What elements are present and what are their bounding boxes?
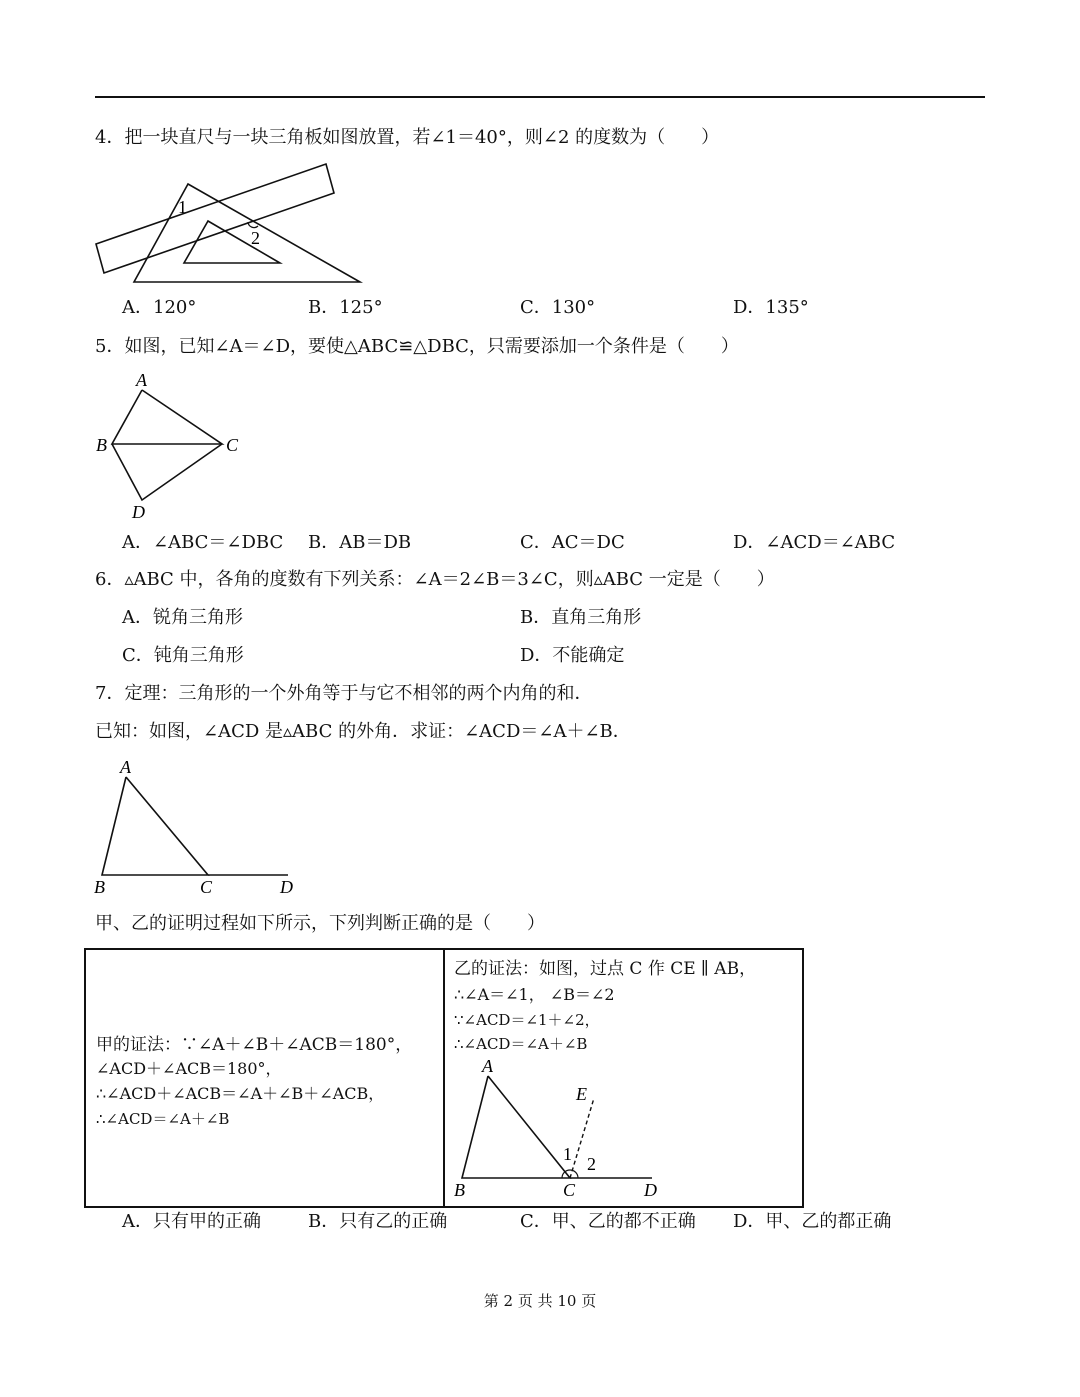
q5-edges-lower (112, 444, 222, 500)
q7-proof-table (84, 948, 804, 1208)
header-rule (95, 96, 985, 98)
yi-label-a: A (482, 1056, 493, 1076)
q5-label-b: B (96, 435, 107, 455)
yi-label-2: 2 (587, 1154, 596, 1174)
q7-theorem: 7．定理：三角形的一个外角等于与它不相邻的两个内角的和． (95, 683, 593, 704)
q7-label-a: A (120, 757, 131, 777)
yi-line-1: 乙的证法：如图，过点 C 作 CE ∥ AB， (454, 959, 757, 979)
proof-table-divider (443, 950, 445, 1206)
q5-option-c[interactable]: C．AC＝DC (520, 532, 625, 553)
q5-figure (90, 368, 260, 523)
yi-line-4: ∴∠ACD＝∠A＋∠B (454, 1035, 588, 1053)
yi-triangle (462, 1076, 570, 1178)
q7-prompt: 甲、乙的证明过程如下所示，下列判断正确的是（ ） (95, 913, 545, 934)
q5-option-a[interactable]: A．∠ABC＝∠DBC (122, 532, 284, 553)
q7-given: 已知：如图，∠ACD 是▵ABC 的外角．求证：∠ACD＝∠A＋∠B． (95, 721, 631, 742)
q7-label-c: C (200, 877, 213, 897)
yi-label-1: 1 (563, 1144, 572, 1164)
jia-line-1: 甲的证法：∵∠A＋∠B＋∠ACB＝180°， (96, 1035, 413, 1055)
q7-triangle (102, 777, 208, 875)
q5-label-a: A (136, 370, 147, 390)
yi-line-3: ∵∠ACD＝∠1＋∠2， (454, 1011, 600, 1029)
q6-option-b[interactable]: B．直角三角形 (520, 607, 642, 628)
yi-label-c: C (563, 1180, 576, 1200)
q4-option-b[interactable]: B．125° (308, 297, 383, 318)
q7-option-a[interactable]: A．只有甲的正确 (122, 1211, 261, 1232)
q6-option-c[interactable]: C．钝角三角形 (122, 645, 244, 666)
q4-stem: 4．把一块直尺与一块三角板如图放置，若∠1＝40°，则∠2 的度数为（ ） (95, 127, 720, 148)
q6-option-d[interactable]: D．不能确定 (520, 645, 625, 666)
q7-figure (90, 755, 310, 900)
q7-label-d: D (280, 877, 293, 897)
q6-stem: 6．▵ABC 中，各角的度数有下列关系：∠A＝2∠B＝3∠C，则▵ABC 一定是（ ） (95, 569, 775, 590)
q5-option-b[interactable]: B．AB＝DB (308, 532, 412, 553)
q5-label-d: D (132, 502, 145, 522)
q4-label-1: 1 (178, 197, 187, 217)
yi-figure (448, 1054, 668, 1204)
q4-ruler (96, 164, 334, 273)
page-footer: 第 2 页 共 10 页 (483, 1292, 597, 1310)
q5-edges (112, 390, 222, 444)
yi-line-2: ∴∠A＝∠1， ∠B＝∠2 (454, 985, 615, 1004)
yi-label-b: B (454, 1180, 465, 1200)
q7-option-b[interactable]: B．只有乙的正确 (308, 1211, 448, 1232)
yi-label-e: E (576, 1084, 587, 1104)
q5-label-c: C (226, 435, 239, 455)
q7-option-c[interactable]: C．甲、乙的都不正确 (520, 1211, 696, 1232)
q7-label-b: B (94, 877, 105, 897)
jia-line-3: ∴∠ACD＋∠ACB＝∠A＋∠B＋∠ACB， (96, 1084, 385, 1103)
q5-stem: 5．如图，已知∠A＝∠D，要使△ABC≌△DBC，只需要添加一个条件是（ ） (95, 336, 739, 357)
q4-label-2: 2 (251, 228, 260, 248)
jia-line-2: ∠ACD＋∠ACB＝180°， (96, 1059, 282, 1078)
q4-option-d[interactable]: D．135° (733, 297, 809, 318)
q4-figure (90, 175, 370, 290)
q6-option-a[interactable]: A．锐角三角形 (122, 607, 243, 628)
q5-option-d[interactable]: D．∠ACD＝∠ABC (733, 532, 896, 553)
q7-option-d[interactable]: D．甲、乙的都正确 (733, 1211, 892, 1232)
q4-option-a[interactable]: A．120° (122, 297, 197, 318)
q4-option-c[interactable]: C．130° (520, 297, 596, 318)
yi-label-d: D (644, 1180, 657, 1200)
jia-line-4: ∴∠ACD＝∠A＋∠B (96, 1110, 230, 1128)
